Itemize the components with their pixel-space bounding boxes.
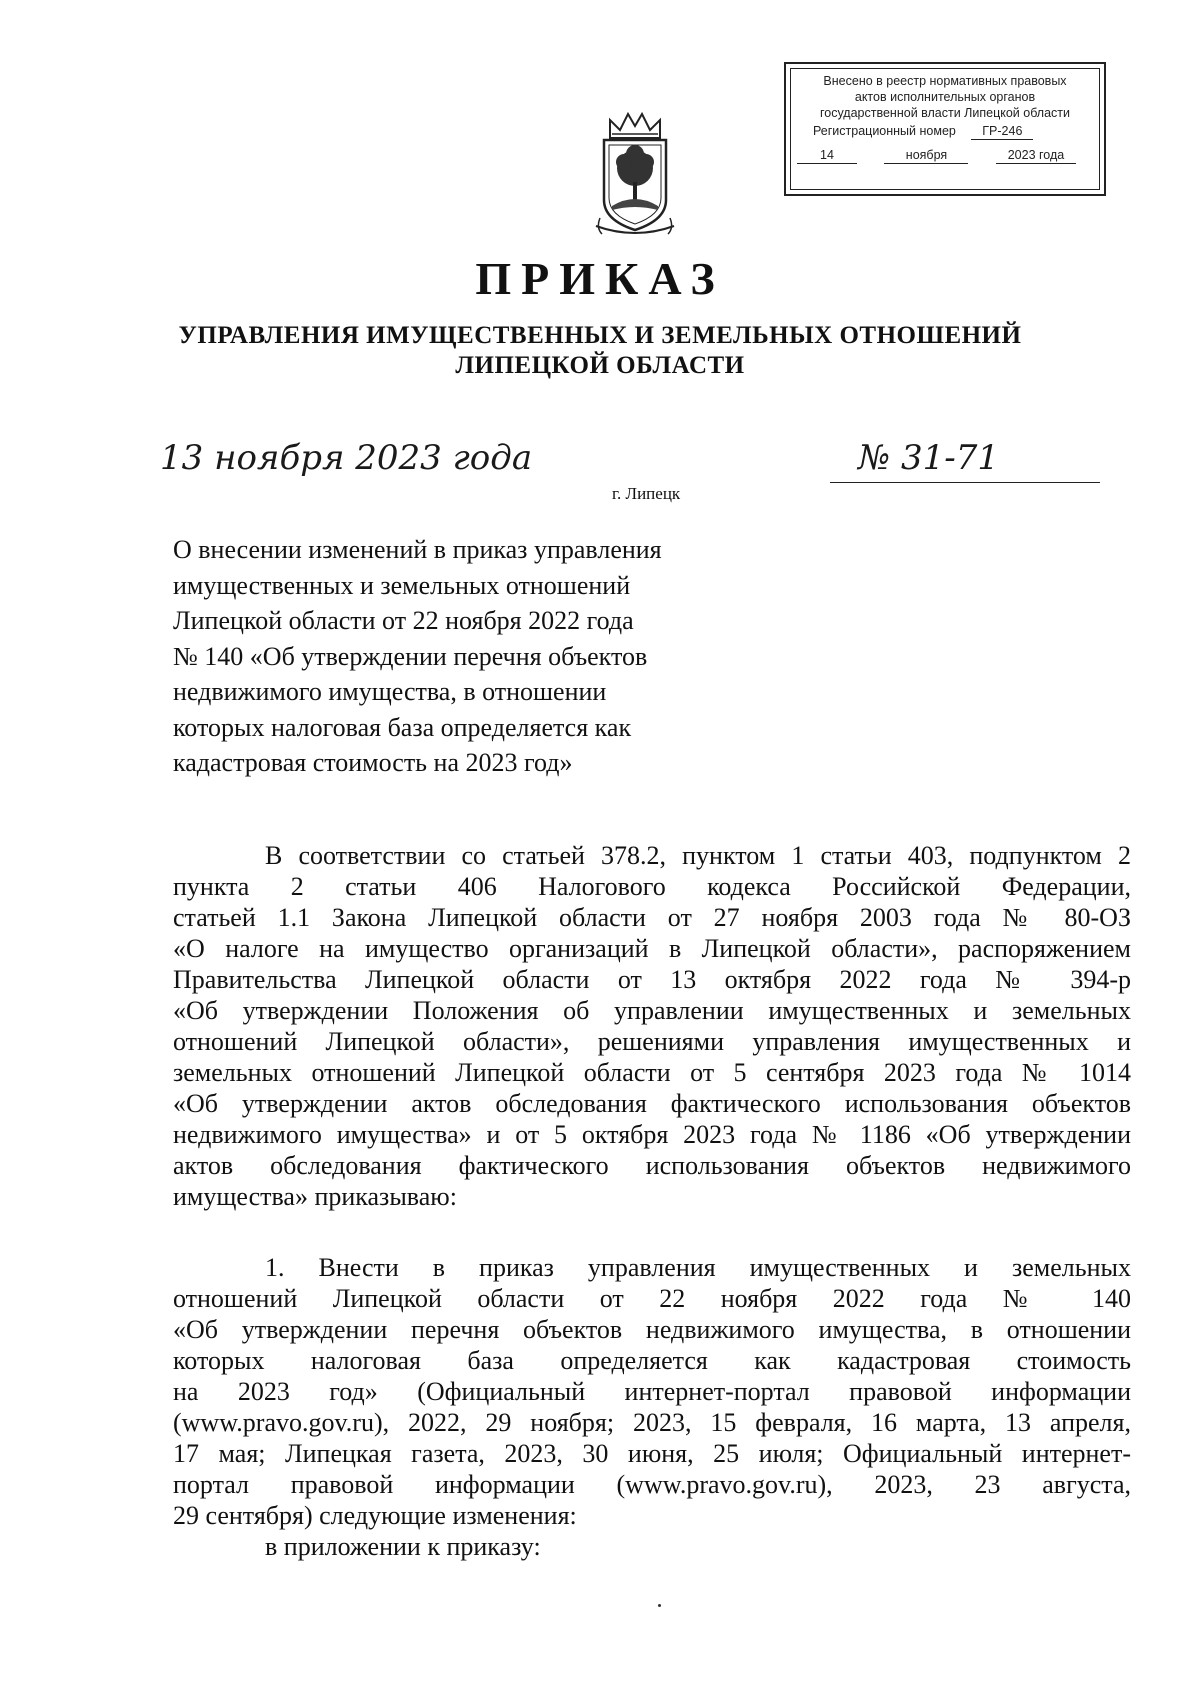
stamp-registration-label: Регистрационный номер	[813, 124, 956, 138]
document-title: ПРИКАЗ	[475, 253, 725, 304]
preamble-line: «Об утверждении актов обследования фактического использования объектов	[173, 1089, 1131, 1118]
coat-of-arms-emblem	[586, 108, 684, 238]
stamp-day: 14	[797, 147, 857, 164]
stamp-line-1: Внесено в реестр нормативных правовых	[823, 74, 1067, 88]
item-1-line: портал правовой информации (www.pravo.gov.ru), 2023, 23 августа,	[173, 1470, 1131, 1499]
preamble-line: «О налоге на имущество организаций в Липецкой области», распоряжением	[173, 934, 1131, 963]
issuer-line-2: ЛИПЕЦКОЙ ОБЛАСТИ	[455, 352, 745, 379]
preamble-line: Правительства Липецкой области от 13 октября 2022 года № 394-р	[173, 965, 1131, 994]
preamble-line: «Об утверждении Положения об управлении имущественных и земельных	[173, 996, 1131, 1025]
item-1-line: 1. Внести в приказ управления имущественных и земельных	[265, 1253, 1131, 1282]
item-1-line: в приложении к приказу:	[265, 1532, 541, 1561]
item-1-line: «Об утверждении перечня объектов недвижимого имущества, в отношении	[173, 1315, 1131, 1344]
handwritten-date: 13 ноября 2023 года	[160, 438, 533, 478]
stamp-registration-number: ГР-246	[971, 123, 1033, 140]
item-1-line: 29 сентября) следующие изменения:	[173, 1501, 577, 1530]
preamble-line: пункта 2 статьи 406 Налогового кодекса Российской Федерации,	[173, 872, 1131, 901]
preamble-line: статьей 1.1 Закона Липецкой области от 27 ноября 2003 года № 80-ОЗ	[173, 903, 1131, 932]
subject-line: имущественных и земельных отношений	[173, 570, 631, 600]
handwritten-number: № 31-71	[858, 438, 999, 478]
item-1-line: (www.pravo.gov.ru), 2022, 29 ноября; 2023, 15 февраля, 16 марта, 13 апреля,	[173, 1408, 1131, 1437]
order-subject	[173, 532, 733, 781]
city-label: г. Липецк	[612, 484, 681, 503]
stamp-year: 2023 года	[996, 147, 1076, 164]
subject-line: О внесении изменений в приказ управления	[173, 535, 662, 564]
item-1-line: 17 мая; Липецкая газета, 2023, 30 июня, 25 июля; Официальный интернет-	[173, 1439, 1131, 1468]
subject-line: которых налоговая база определяется как	[173, 712, 632, 742]
registry-stamp	[784, 62, 1106, 196]
item-1-line: которых налоговая база определяется как кадастровая стоимость	[173, 1346, 1131, 1375]
stamp-month: ноября	[884, 147, 968, 164]
stamp-line-3: государственной власти Липецкой области	[819, 106, 1071, 120]
subject-line: № 140 «Об утверждении перечня объектов	[173, 641, 648, 671]
subject-line: кадастровая стоимость на 2023 год»	[173, 748, 573, 777]
preamble-line: имущества» приказываю:	[173, 1182, 457, 1211]
issuer-line-1: УПРАВЛЕНИЯ ИМУЩЕСТВЕННЫХ И ЗЕМЕЛЬНЫХ ОТНОШЕНИЙ	[178, 322, 1022, 349]
stamp-date-row	[791, 147, 1099, 164]
preamble-line: актов обследования фактического использования объектов недвижимого	[173, 1151, 1131, 1180]
subject-line: Липецкой области от 22 ноября 2022 года	[173, 606, 634, 635]
registry-stamp-inner-frame	[790, 68, 1100, 190]
preamble-line: отношений Липецкой области», решениями управления имущественных и	[173, 1027, 1131, 1056]
item-1-line: отношений Липецкой области от 22 ноября 2022 года № 140	[173, 1284, 1131, 1313]
scan-speck	[658, 1604, 661, 1607]
preamble-line: недвижимого имущества» и от 5 октября 2023 года № 1186 «Об утверждении	[173, 1120, 1131, 1149]
preamble-line: В соответствии со статьей 378.2, пунктом 1 статьи 403, подпунктом 2	[265, 841, 1131, 870]
stamp-registration-row	[791, 123, 1099, 140]
stamp-line-2: актов исполнительных органов	[854, 90, 1036, 104]
subject-line: недвижимого имущества, в отношении	[173, 677, 607, 706]
number-underline	[830, 482, 1100, 483]
item-1-line: на 2023 год» (Официальный интернет-портал правовой информации	[173, 1377, 1131, 1406]
preamble-line: земельных отношений Липецкой области от 5 сентября 2023 года № 1014	[173, 1058, 1131, 1087]
